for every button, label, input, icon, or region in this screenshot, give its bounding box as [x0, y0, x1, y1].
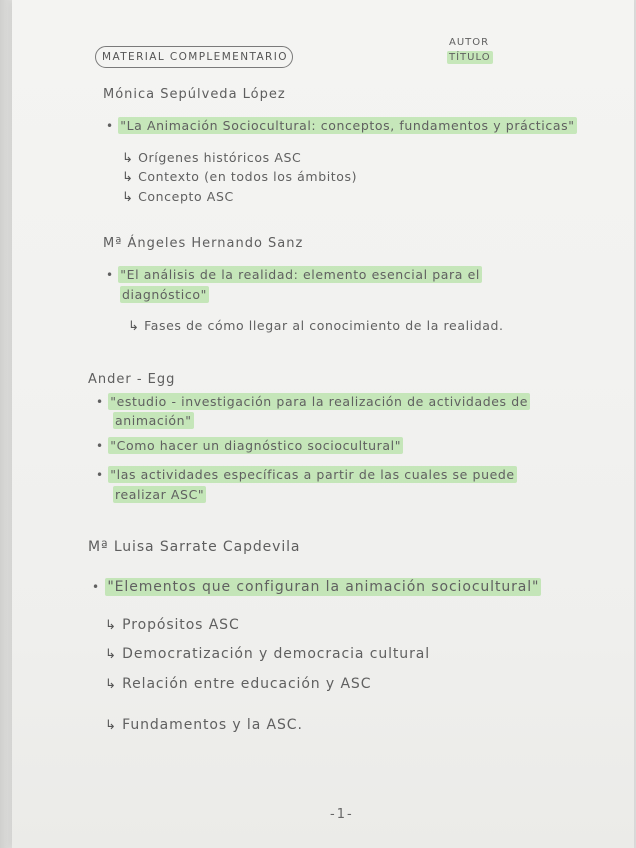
- page-edge: [0, 0, 12, 848]
- sub-item: ↳ Contexto (en todos los ámbitos): [122, 169, 358, 185]
- highlighted-text: realizar ASC": [115, 487, 205, 502]
- section-author: Mª Luisa Sarrate Capdevila: [88, 539, 301, 555]
- list-item: [106, 120, 577, 133]
- list-item: [96, 469, 517, 482]
- arrow-icon: ↳: [105, 618, 117, 633]
- bullet-icon: •: [96, 439, 104, 453]
- list-item-continuation: [113, 489, 206, 502]
- highlighted-text: "La Animación Sociocultural: conceptos, fundamentos y prácticas": [120, 118, 575, 133]
- bullet-icon: •: [92, 580, 100, 594]
- arrow-icon: ↳: [122, 190, 134, 205]
- list-item: [96, 440, 403, 453]
- bullet-icon: •: [106, 268, 114, 282]
- highlighted-text: "las actividades específicas a partir de las cuales se puede: [110, 467, 515, 482]
- arrow-icon: ↳: [122, 170, 134, 185]
- arrow-icon: ↳: [128, 319, 140, 334]
- sub-item: ↳ Orígenes históricos ASC: [122, 150, 302, 166]
- list-item: [92, 580, 541, 594]
- document-title: MATERIAL COMPLEMENTARIO: [102, 51, 288, 63]
- autor-label: AUTOR: [449, 37, 490, 48]
- highlighted-text: diagnóstico": [122, 287, 207, 302]
- sub-item: ↳ Propósitos ASC: [105, 617, 240, 633]
- section-author: Ander - Egg: [88, 372, 176, 387]
- arrow-icon: ↳: [122, 151, 134, 166]
- sub-item: ↳ Fundamentos y la ASC.: [105, 717, 303, 733]
- list-item-continuation: [120, 289, 209, 302]
- highlighted-text: animación": [115, 413, 192, 428]
- sub-item: ↳ Democratización y democracia cultural: [105, 646, 431, 662]
- sub-item: ↳ Concepto ASC: [122, 189, 234, 205]
- highlighted-text: "estudio - investigación para la realización de actividades de: [110, 394, 529, 409]
- arrow-icon: ↳: [105, 718, 117, 733]
- titulo-label: TÍTULO: [449, 52, 491, 63]
- list-item: [96, 396, 530, 409]
- section-author: Mónica Sepúlveda López: [103, 87, 286, 102]
- list-item: [106, 269, 482, 282]
- arrow-icon: ↳: [105, 647, 117, 662]
- bullet-icon: •: [96, 395, 104, 409]
- bullet-icon: •: [106, 119, 114, 133]
- arrow-icon: ↳: [105, 677, 117, 692]
- section-author: Mª Ángeles Hernando Sanz: [103, 236, 304, 251]
- highlighted-text: "El análisis de la realidad: elemento esencial para el: [120, 267, 480, 282]
- highlighted-text: "Elementos que configuran la animación sociocultural": [107, 579, 540, 595]
- page-number: -1-: [330, 807, 354, 822]
- list-item-continuation: [113, 415, 194, 428]
- highlighted-text: "Como hacer un diagnóstico sociocultural": [110, 438, 402, 453]
- sub-item: ↳ Fases de cómo llegar al conocimiento de la realidad.: [128, 318, 504, 334]
- bullet-icon: •: [96, 468, 104, 482]
- sub-item: ↳ Relación entre educación y ASC: [105, 676, 372, 692]
